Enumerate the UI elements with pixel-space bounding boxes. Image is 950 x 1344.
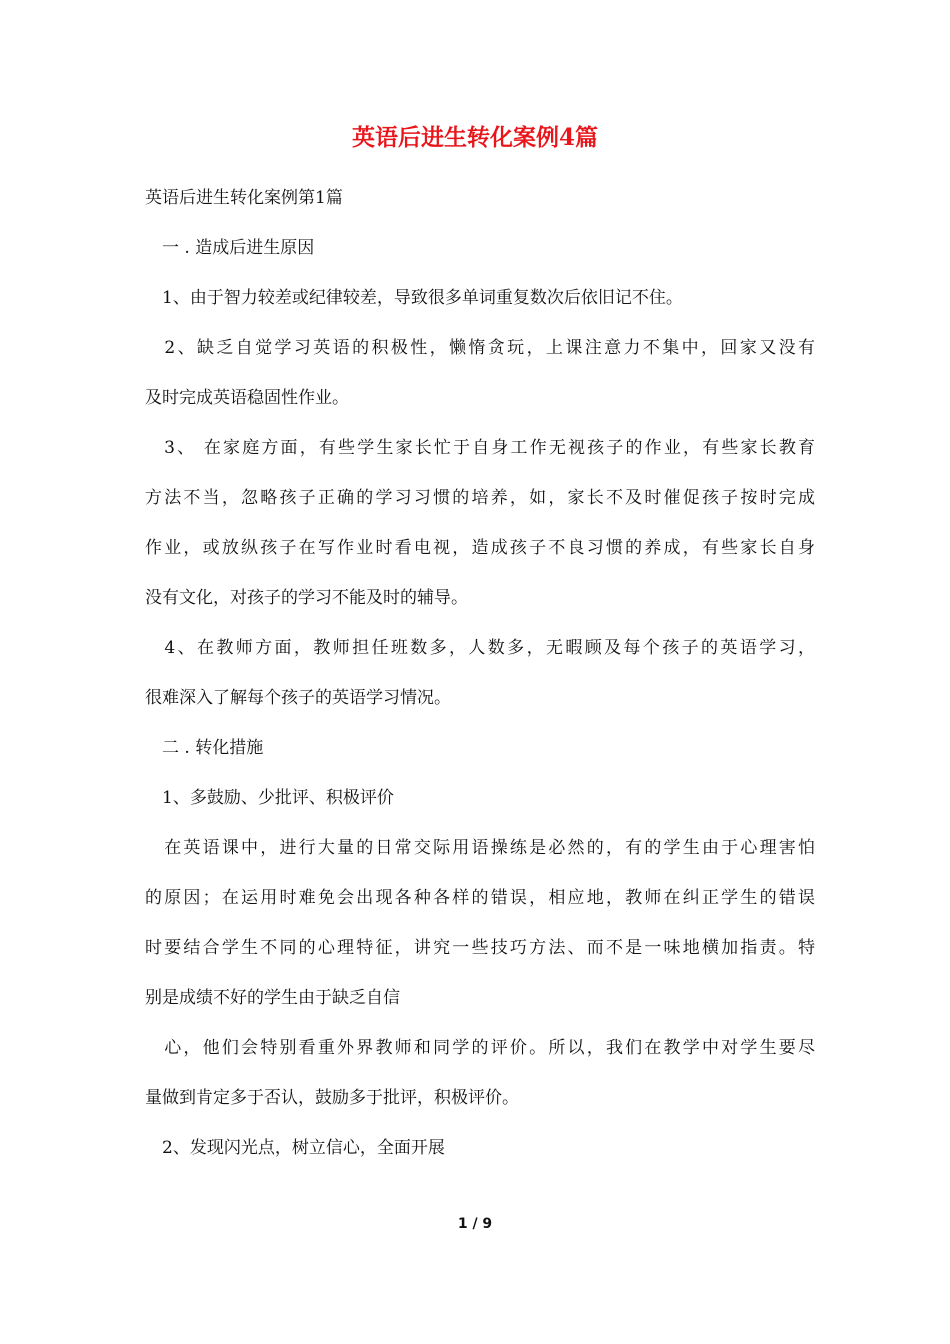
section-heading-measures: 二 . 转化措施 [145, 738, 264, 758]
page-number: 1 / 9 [457, 1216, 493, 1232]
paragraph-line: 3、 在家庭方面，有些学生家长忙于自身工作无视孩子的作业，有些家长教育 [145, 438, 815, 458]
paragraph-line: 别是成绩不好的学生由于缺乏自信 [145, 988, 400, 1008]
paragraph-line: 量做到肯定多于否认，鼓励多于批评，积极评价。 [145, 1088, 519, 1108]
paragraph-line: 时要结合学生不同的心理特征，讲究一些技巧方法、而不是一味地横加指责。特 [145, 938, 815, 958]
subsection-heading: 1、多鼓励、少批评、积极评价 [145, 788, 394, 808]
paragraph-line: 1、由于智力较差或纪律较差，导致很多单词重复数次后依旧记不住。 [145, 288, 683, 308]
paragraph-line: 的原因；在运用时难免会出现各种各样的错误，相应地，教师在纠正学生的错误 [145, 888, 815, 908]
paragraph-line: 方法不当，忽略孩子正确的学习习惯的培养，如，家长不及时催促孩子按时完成 [145, 488, 815, 508]
paragraph-line: 很难深入了解每个孩子的英语学习情况。 [145, 688, 451, 708]
paragraph-line: 心，他们会特别看重外界教师和同学的评价。所以，我们在教学中对学生要尽 [145, 1038, 815, 1058]
paragraph-line: 没有文化，对孩子的学习不能及时的辅导。 [145, 588, 468, 608]
paragraph-line: 在英语课中，进行大量的日常交际用语操练是必然的，有的学生由于心理害怕 [145, 838, 815, 858]
paragraph-line: 2、缺乏自觉学习英语的积极性，懒惰贪玩，上课注意力不集中，回家又没有 [145, 338, 815, 358]
paragraph-line: 4、在教师方面，教师担任班数多，人数多，无暇顾及每个孩子的英语学习， [145, 638, 815, 658]
subsection-heading: 2、发现闪光点，树立信心，全面开展 [145, 1138, 445, 1158]
paragraph-line: 及时完成英语稳固性作业。 [145, 388, 349, 408]
paragraph-line: 作业，或放纵孩子在写作业时看电视，造成孩子不良习惯的养成，有些家长自身 [145, 538, 815, 558]
document-title: 英语后进生转化案例4篇 [351, 124, 598, 151]
article-heading: 英语后进生转化案例第1篇 [145, 188, 343, 208]
section-heading-causes: 一 . 造成后进生原因 [145, 238, 315, 258]
